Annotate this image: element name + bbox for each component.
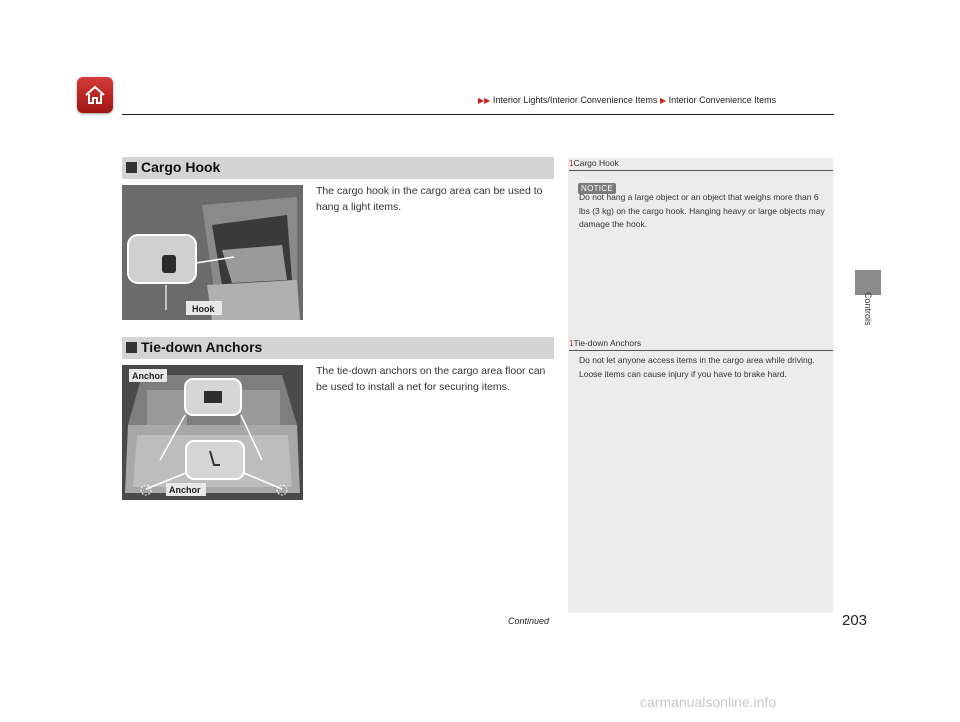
note-title-text: Tie-down Anchors <box>573 338 642 348</box>
note-rule <box>569 170 833 171</box>
tie-down-body: The tie-down anchors on the cargo area floor can be used to install a net for securing items. <box>316 365 546 393</box>
hook-callout: Hook <box>192 304 215 314</box>
tie-down-illustration <box>122 365 303 500</box>
section-title: Tie-down Anchors <box>141 339 263 355</box>
anchor-callout-bottom: Anchor <box>169 485 201 495</box>
tie-down-image <box>122 365 303 500</box>
note-title-tie-down <box>569 338 641 348</box>
cargo-hook-body: The cargo hook in the cargo area can be used to hang a light items. <box>316 185 543 213</box>
home-icon <box>83 83 107 107</box>
note-marker: 1 <box>569 159 574 168</box>
note-rule <box>569 350 833 351</box>
home-button[interactable] <box>77 77 113 113</box>
chapter-tab-label: Controls <box>863 292 873 326</box>
note-text-cargo-hook: Do not hang a large object or an object that weighs more than 6 lbs (3 kg) on the cargo hook. Hanging heavy or large objects may damage the hook. <box>579 192 825 229</box>
cargo-hook-image <box>122 185 303 320</box>
breadcrumb-arrow-icon: ▶ <box>659 96 667 105</box>
note-title-text: Cargo Hook <box>573 158 619 168</box>
cargo-hook-illustration <box>122 185 303 320</box>
breadcrumb-arrow-icon: ▶▶ <box>478 96 491 105</box>
chapter-tab-label-wrap <box>861 292 875 352</box>
section-header-tie-down <box>122 337 554 359</box>
section-bullet-icon <box>126 342 137 353</box>
section-title: Cargo Hook <box>141 159 221 175</box>
anchor-callout-top: Anchor <box>132 371 164 381</box>
note-marker: 1 <box>569 339 574 348</box>
breadcrumb-link-2[interactable]: Interior Convenience Items <box>668 95 777 105</box>
section-bullet-icon <box>126 162 137 173</box>
section-header-cargo-hook <box>122 157 554 179</box>
note-text-tie-down: Do not let anyone access items in the cargo area while driving. Loose items can cause injury if you have to brake hard. <box>579 355 815 379</box>
watermark: carmanualsonline.info <box>640 694 777 710</box>
notice-label: NOTICE <box>578 183 616 194</box>
header-rule <box>122 114 834 115</box>
breadcrumb <box>478 95 834 105</box>
continued-label: Continued <box>508 616 550 626</box>
note-title-cargo-hook <box>569 158 619 168</box>
breadcrumb-link-1[interactable]: Interior Lights/Interior Convenience Items <box>492 95 658 105</box>
page-number: 203 <box>842 612 868 629</box>
